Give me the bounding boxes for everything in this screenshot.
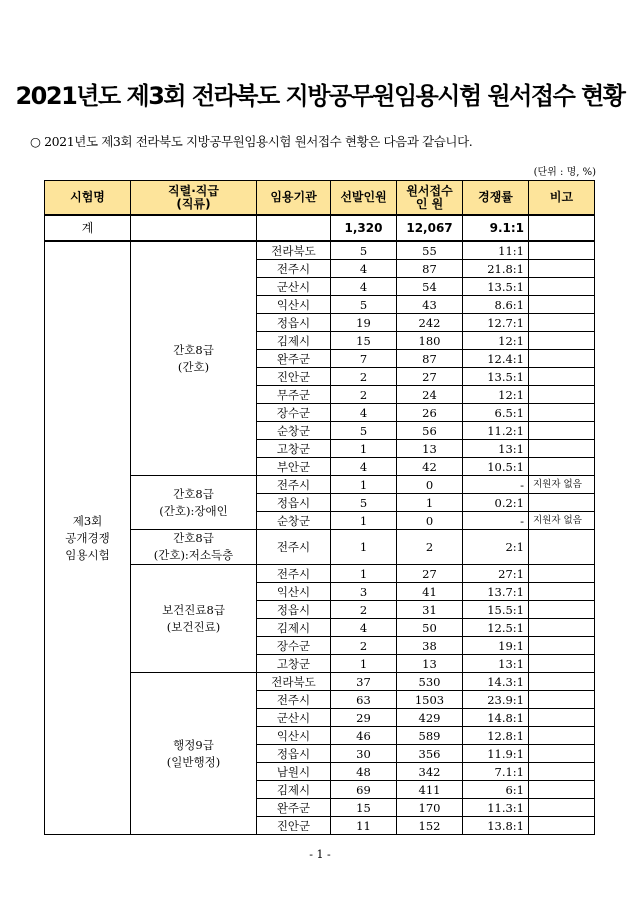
- note-cell: [529, 727, 595, 745]
- note-cell: [529, 494, 595, 512]
- applicants-cell: 27: [397, 368, 463, 386]
- total-empty: [257, 215, 331, 241]
- selected-cell: 48: [331, 763, 397, 781]
- note-cell: [529, 565, 595, 583]
- applicants-cell: 152: [397, 817, 463, 835]
- agency-cell: 익산시: [257, 727, 331, 745]
- agency-cell: 전라북도: [257, 241, 331, 260]
- position-group-line: (일반행정): [166, 754, 221, 769]
- ratio-cell: 12.7:1: [463, 314, 529, 332]
- header-position-line2: (직류): [176, 196, 211, 211]
- agency-cell: 정읍시: [257, 601, 331, 619]
- application-status-table: [44, 180, 595, 835]
- note-cell: [529, 296, 595, 314]
- applicants-cell: 342: [397, 763, 463, 781]
- applicants-cell: 1: [397, 494, 463, 512]
- position-group-line: 행정9급: [173, 737, 214, 752]
- note-cell: [529, 619, 595, 637]
- ratio-cell: 12:1: [463, 332, 529, 350]
- applicants-cell: 43: [397, 296, 463, 314]
- selected-cell: 2: [331, 386, 397, 404]
- selected-cell: 1: [331, 512, 397, 530]
- ratio-cell: 12.8:1: [463, 727, 529, 745]
- position-group-line: (간호):장애인: [159, 503, 228, 518]
- selected-cell: 5: [331, 241, 397, 260]
- applicants-cell: 180: [397, 332, 463, 350]
- applicants-cell: 27: [397, 565, 463, 583]
- position-group-cell: [131, 241, 257, 476]
- agency-cell: 무주군: [257, 386, 331, 404]
- header-agency: 임용기관: [257, 181, 331, 216]
- header-position: [131, 181, 257, 216]
- agency-cell: 고창군: [257, 655, 331, 673]
- ratio-cell: 6.5:1: [463, 404, 529, 422]
- agency-cell: 김제시: [257, 781, 331, 799]
- ratio-cell: 11.9:1: [463, 745, 529, 763]
- total-empty: [529, 215, 595, 241]
- applicants-cell: 87: [397, 260, 463, 278]
- note-cell: [529, 691, 595, 709]
- total-ratio: 9.1:1: [463, 215, 529, 241]
- position-group-line: (간호):저소득층: [153, 548, 234, 562]
- applicants-cell: 24: [397, 386, 463, 404]
- selected-cell: 2: [331, 601, 397, 619]
- selected-cell: 15: [331, 332, 397, 350]
- note-cell: [529, 368, 595, 386]
- agency-cell: 전주시: [257, 691, 331, 709]
- agency-cell: 정읍시: [257, 314, 331, 332]
- exam-name-line: 공개경쟁: [65, 530, 110, 545]
- exam-name-line: 제3회: [72, 513, 103, 528]
- applicants-cell: 26: [397, 404, 463, 422]
- ratio-cell: 12:1: [463, 386, 529, 404]
- note-cell: [529, 260, 595, 278]
- table-row: [45, 241, 595, 260]
- note-cell: 지원자 없음: [529, 476, 595, 494]
- note-cell: [529, 350, 595, 368]
- total-selected: 1,320: [331, 215, 397, 241]
- ratio-cell: 14.8:1: [463, 709, 529, 727]
- selected-cell: 1: [331, 565, 397, 583]
- agency-cell: 순창군: [257, 422, 331, 440]
- agency-cell: 정읍시: [257, 494, 331, 512]
- note-cell: [529, 601, 595, 619]
- position-group-line: (보건진료): [166, 619, 221, 634]
- position-group-cell: [131, 476, 257, 530]
- note-cell: [529, 386, 595, 404]
- note-cell: [529, 458, 595, 476]
- selected-cell: 4: [331, 458, 397, 476]
- ratio-cell: 13.5:1: [463, 278, 529, 296]
- position-group-cell: [131, 673, 257, 835]
- applicants-cell: 13: [397, 440, 463, 458]
- agency-cell: 익산시: [257, 583, 331, 601]
- ratio-cell: 7.1:1: [463, 763, 529, 781]
- note-cell: [529, 799, 595, 817]
- ratio-cell: 27:1: [463, 565, 529, 583]
- position-group-line: 간호8급: [173, 531, 214, 545]
- selected-cell: 4: [331, 260, 397, 278]
- position-group-cell: [131, 565, 257, 673]
- ratio-cell: 13:1: [463, 655, 529, 673]
- selected-cell: 46: [331, 727, 397, 745]
- selected-cell: 30: [331, 745, 397, 763]
- applicants-cell: 242: [397, 314, 463, 332]
- note-cell: [529, 673, 595, 691]
- note-cell: [529, 817, 595, 835]
- ratio-cell: -: [463, 512, 529, 530]
- note-cell: [529, 655, 595, 673]
- total-empty: [131, 215, 257, 241]
- selected-cell: 3: [331, 583, 397, 601]
- note-cell: [529, 332, 595, 350]
- applicants-cell: 54: [397, 278, 463, 296]
- position-group-cell: [131, 530, 257, 565]
- selected-cell: 1: [331, 476, 397, 494]
- ratio-cell: 11:1: [463, 241, 529, 260]
- agency-cell: 김제시: [257, 619, 331, 637]
- ratio-cell: 13:1: [463, 440, 529, 458]
- ratio-cell: 23.9:1: [463, 691, 529, 709]
- ratio-cell: 11.2:1: [463, 422, 529, 440]
- note-cell: [529, 583, 595, 601]
- note-cell: [529, 637, 595, 655]
- position-group-line: 간호8급: [173, 486, 214, 501]
- applicants-cell: 55: [397, 241, 463, 260]
- ratio-cell: 0.2:1: [463, 494, 529, 512]
- agency-cell: 전주시: [257, 260, 331, 278]
- agency-cell: 전라북도: [257, 673, 331, 691]
- applicants-cell: 530: [397, 673, 463, 691]
- applicants-cell: 2: [397, 530, 463, 565]
- applicants-cell: 411: [397, 781, 463, 799]
- header-applicants-line2: 인 원: [415, 196, 444, 211]
- total-row: [45, 215, 595, 241]
- note-cell: [529, 241, 595, 260]
- applicants-cell: 0: [397, 476, 463, 494]
- selected-cell: 15: [331, 799, 397, 817]
- applicants-cell: 41: [397, 583, 463, 601]
- header-applicants-line1: 원서접수: [406, 183, 453, 198]
- agency-cell: 장수군: [257, 637, 331, 655]
- header-note: 비고: [529, 181, 595, 216]
- ratio-cell: -: [463, 476, 529, 494]
- header-row: [45, 181, 595, 216]
- selected-cell: 4: [331, 404, 397, 422]
- unit-label: (단위 : 명, %): [533, 167, 596, 178]
- ratio-cell: 14.3:1: [463, 673, 529, 691]
- agency-cell: 군산시: [257, 709, 331, 727]
- agency-cell: 정읍시: [257, 745, 331, 763]
- selected-cell: 5: [331, 422, 397, 440]
- ratio-cell: 21.8:1: [463, 260, 529, 278]
- note-cell: 지원자 없음: [529, 512, 595, 530]
- ratio-cell: 13.7:1: [463, 583, 529, 601]
- header-competition: 경쟁률: [463, 181, 529, 216]
- agency-cell: 진안군: [257, 817, 331, 835]
- selected-cell: 5: [331, 494, 397, 512]
- ratio-cell: 10.5:1: [463, 458, 529, 476]
- header-exam: 시험명: [45, 181, 131, 216]
- applicants-cell: 38: [397, 637, 463, 655]
- ratio-cell: 12.4:1: [463, 350, 529, 368]
- total-applicants: 12,067: [397, 215, 463, 241]
- agency-cell: 익산시: [257, 296, 331, 314]
- total-label: 계: [45, 215, 131, 241]
- header-selected: 선발인원: [331, 181, 397, 216]
- agency-cell: 완주군: [257, 799, 331, 817]
- applicants-cell: 356: [397, 745, 463, 763]
- agency-cell: 전주시: [257, 530, 331, 565]
- ratio-cell: 19:1: [463, 637, 529, 655]
- ratio-cell: 15.5:1: [463, 601, 529, 619]
- note-cell: [529, 763, 595, 781]
- agency-cell: 전주시: [257, 565, 331, 583]
- agency-cell: 고창군: [257, 440, 331, 458]
- page-number: - 1 -: [309, 848, 331, 861]
- note-cell: [529, 530, 595, 565]
- note-cell: [529, 709, 595, 727]
- note-cell: [529, 278, 595, 296]
- applicants-cell: 31: [397, 601, 463, 619]
- agency-cell: 김제시: [257, 332, 331, 350]
- selected-cell: 5: [331, 296, 397, 314]
- ratio-cell: 12.5:1: [463, 619, 529, 637]
- applicants-cell: 429: [397, 709, 463, 727]
- ratio-cell: 13.5:1: [463, 368, 529, 386]
- ratio-cell: 11.3:1: [463, 799, 529, 817]
- agency-cell: 전주시: [257, 476, 331, 494]
- applicants-cell: 13: [397, 655, 463, 673]
- selected-cell: 7: [331, 350, 397, 368]
- agency-cell: 군산시: [257, 278, 331, 296]
- selected-cell: 1: [331, 655, 397, 673]
- header-position-line1: 직렬·직급: [168, 183, 219, 198]
- selected-cell: 11: [331, 817, 397, 835]
- note-cell: [529, 404, 595, 422]
- selected-cell: 2: [331, 368, 397, 386]
- applicants-cell: 42: [397, 458, 463, 476]
- agency-cell: 부안군: [257, 458, 331, 476]
- note-cell: [529, 781, 595, 799]
- agency-cell: 진안군: [257, 368, 331, 386]
- position-group-line: (간호): [177, 359, 210, 374]
- selected-cell: 37: [331, 673, 397, 691]
- intro-text: ○ 2021년도 제3회 전라북도 지방공무원임용시험 원서접수 현황은 다음과 같습니다.: [30, 134, 473, 149]
- applicants-cell: 56: [397, 422, 463, 440]
- agency-cell: 남원시: [257, 763, 331, 781]
- agency-cell: 순창군: [257, 512, 331, 530]
- note-cell: [529, 422, 595, 440]
- applicants-cell: 87: [397, 350, 463, 368]
- applicants-cell: 50: [397, 619, 463, 637]
- ratio-cell: 6:1: [463, 781, 529, 799]
- header-applicants: [397, 181, 463, 216]
- ratio-cell: 2:1: [463, 530, 529, 565]
- applicants-cell: 1503: [397, 691, 463, 709]
- selected-cell: 2: [331, 637, 397, 655]
- selected-cell: 1: [331, 530, 397, 565]
- ratio-cell: 8.6:1: [463, 296, 529, 314]
- note-cell: [529, 314, 595, 332]
- exam-name-cell: [45, 241, 131, 835]
- position-group-line: 보건진료8급: [162, 602, 225, 617]
- selected-cell: 4: [331, 619, 397, 637]
- selected-cell: 19: [331, 314, 397, 332]
- agency-cell: 장수군: [257, 404, 331, 422]
- position-group-line: 간호8급: [173, 342, 214, 357]
- applicants-cell: 170: [397, 799, 463, 817]
- selected-cell: 29: [331, 709, 397, 727]
- ratio-cell: 13.8:1: [463, 817, 529, 835]
- note-cell: [529, 745, 595, 763]
- note-cell: [529, 440, 595, 458]
- agency-cell: 완주군: [257, 350, 331, 368]
- selected-cell: 63: [331, 691, 397, 709]
- selected-cell: 1: [331, 440, 397, 458]
- page-title: 2021년도 제3회 전라북도 지방공무원임용시험 원서접수 현황: [15, 82, 625, 110]
- selected-cell: 4: [331, 278, 397, 296]
- selected-cell: 69: [331, 781, 397, 799]
- applicants-cell: 589: [397, 727, 463, 745]
- applicants-cell: 0: [397, 512, 463, 530]
- exam-name-line: 임용시험: [65, 547, 110, 562]
